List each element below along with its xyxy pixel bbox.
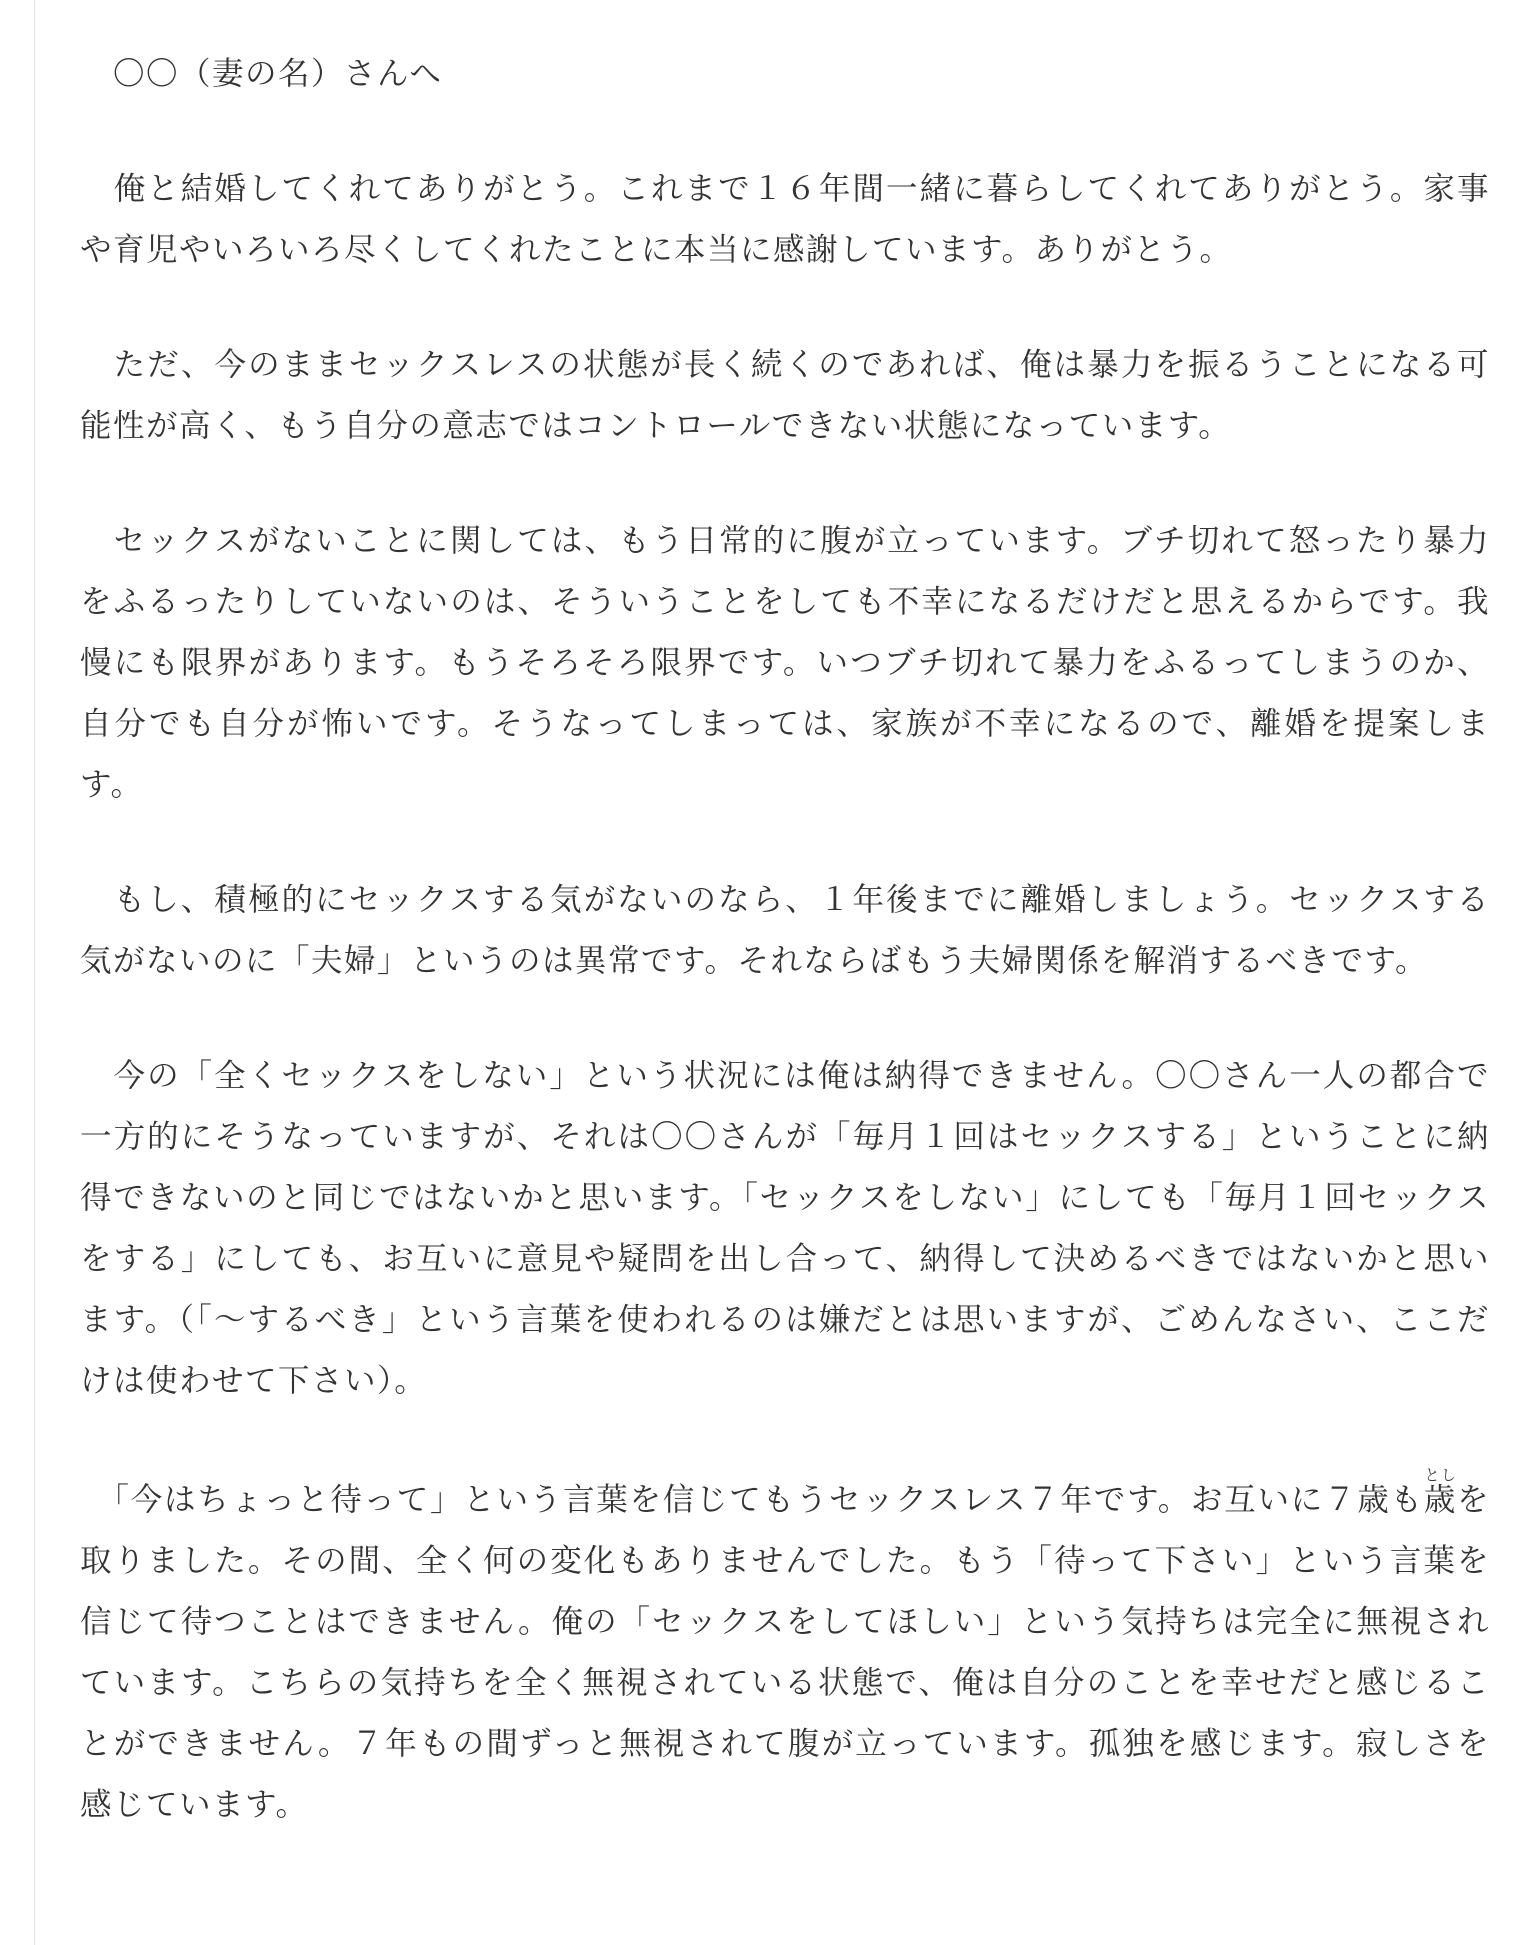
paragraph-seven-years-part2: を取りました。その間、全く何の変化もありませんでした。もう「待って下さい」という言葉を信じて待つことはできません。俺の「セックスをしてほしい」という気持ちは完全に無視されています。こちらの気持ちを全く無視されている状態で、俺は自分のことを幸せだと感じることができません。７年もの間ずっと無視されて腹が立っています。孤独を感じます。寂しさを感じています。 (80, 1482, 1490, 1823)
ruby-reading: とし (1423, 1466, 1457, 1484)
left-border-rule (34, 0, 35, 1945)
paragraph-seven-years (80, 1466, 1490, 1836)
letter-salutation: 〇〇（妻の名）さんへ (80, 56, 443, 92)
paragraph-warning: ただ、今のままセックスレスの状態が長く続くのであれば、俺は暴力を振るうことになる可能性が高く、もう自分の意志ではコントロールできない状態になっています。 (80, 347, 1490, 444)
ruby-base: 歳 (1423, 1482, 1457, 1518)
paragraph-gratitude: 俺と結婚してくれてありがとう。これまで１６年間一緒に暮らしてくれてありがとう。家事や育児やいろいろ尽くしてくれたことに本当に感謝しています。ありがとう。 (80, 171, 1490, 268)
ruby-toshi (1423, 1466, 1457, 1518)
paragraph-divorce-proposal: もし、積極的にセックスする気がないのなら、１年後までに離婚しましょう。セックスする気がないのに「夫婦」というのは異常です。それならばもう夫婦関係を解消するべきです。 (80, 882, 1490, 979)
paragraph-anger: セックスがないことに関しては、もう日常的に腹が立っています。ブチ切れて怒ったり暴力をふるったりしていないのは、そういうことをしても不幸になるだけだと思えるからです。我慢にも限界があります。もうそろそろ限界です。いつブチ切れて暴力をふるってしまうのか、自分でも自分が怖いです。そうなってしまっては、家族が不幸になるので、離婚を提案します。 (80, 523, 1490, 803)
paragraph-agreement: 今の「全くセックスをしない」という状況には俺は納得できません。〇〇さん一人の都合で一方的にそうなっていますが、それは〇〇さんが「毎月１回はセックスする」ということに納得できないのと同じではないかと思います。「セックスをしない」にしても「毎月１回セックスをする」にしても、お互いに意見や疑問を出し合って、納得して決めるべきではないかと思います。（「〜するべき」という言葉を使われるのは嫌だとは思いますが、ごめんなさい、ここだけは使わせて下さい）。 (80, 1058, 1490, 1399)
paragraph-seven-years-part1: 「今はちょっと待って」という言葉を信じてもうセックスレス７年です。お互いに７歳も (80, 1482, 1424, 1518)
letter-body (80, 44, 1490, 1890)
